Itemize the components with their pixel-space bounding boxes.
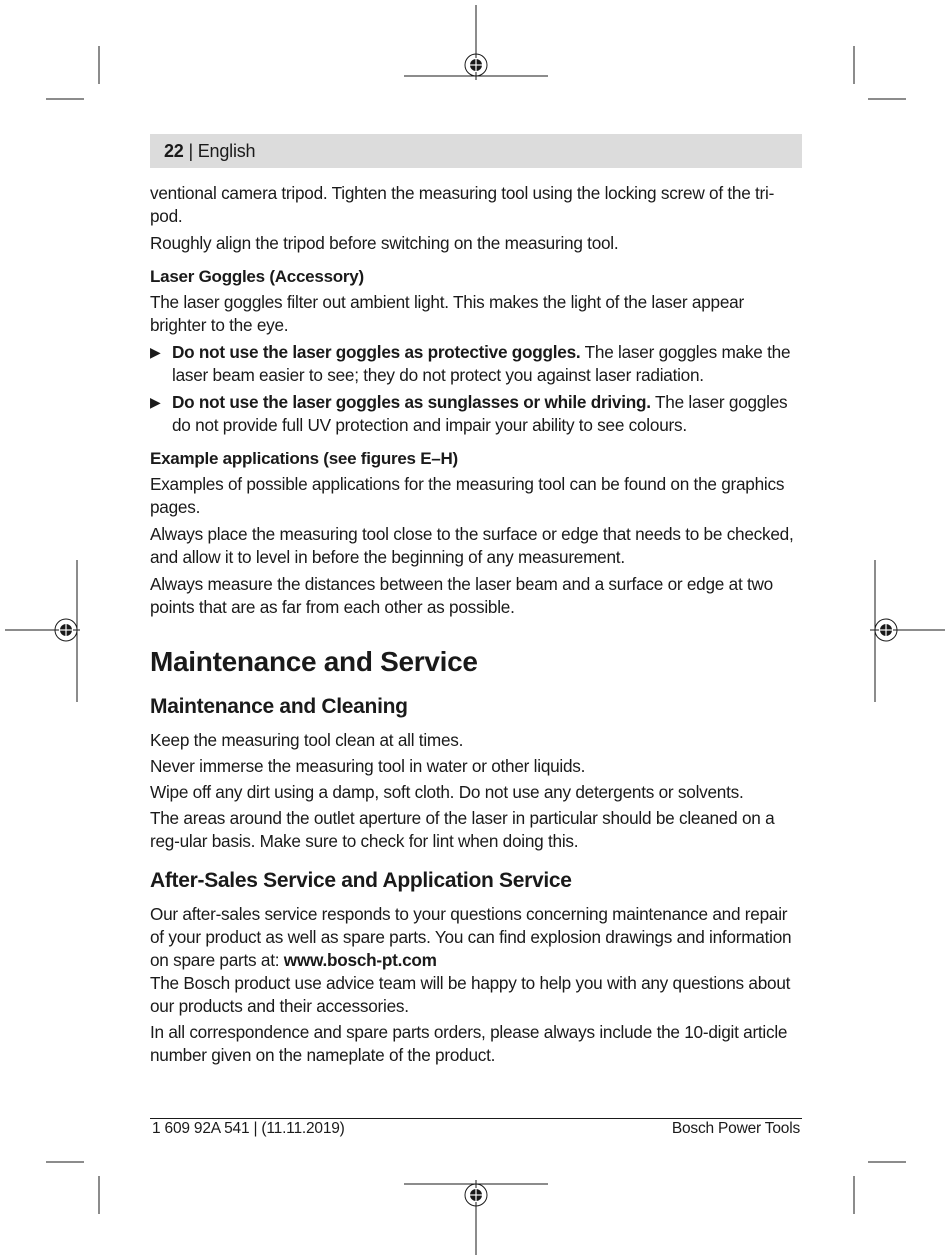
subsection-title-service: After-Sales Service and Application Service bbox=[150, 869, 572, 892]
section-title-maintenance: Maintenance and Service bbox=[150, 646, 478, 677]
warning-bold-text: Do not use the laser goggles as protective goggles. bbox=[172, 342, 581, 362]
page-content bbox=[150, 182, 804, 1067]
example-applications-heading: Example applications (see figures E–H) bbox=[150, 449, 458, 468]
bullet-arrow-icon: ▶ bbox=[150, 344, 161, 360]
paragraph-after-sales bbox=[150, 903, 804, 972]
header-text bbox=[164, 141, 255, 162]
footer-brand: Bosch Power Tools bbox=[671, 1120, 800, 1137]
paragraph-examples: Examples of possible applications for the measuring tool can be found on the graphics pages. bbox=[150, 474, 785, 517]
paragraph-wipe: Wipe off any dirt using a damp, soft cloth. Do not use any detergents or solvents. bbox=[150, 782, 744, 802]
paragraph-measure-distances: Always measure the distances between the laser beam and a surface or edge at two points that are as far from each other as possible. bbox=[150, 574, 773, 617]
paragraph-clean: Keep the measuring tool clean at all times. bbox=[150, 730, 464, 750]
paragraph-laser-goggles: The laser goggles filter out ambient light. This makes the light of the laser appear brighter to the eye. bbox=[150, 292, 744, 335]
paragraph-outlet-aperture: The areas around the outlet aperture of the laser in particular should be cleaned on a reg-ular basis. Make sure to check for lint when doing this. bbox=[150, 808, 775, 851]
paragraph-immerse: Never immerse the measuring tool in water or other liquids. bbox=[150, 756, 586, 776]
after-sales-text: Our after-sales service responds to your questions concerning maintenance and repair of your product as well as spare parts. You can find explosion drawings and information on spare parts at: bbox=[150, 904, 792, 970]
paragraph-placement: Always place the measuring tool close to the surface or edge that needs to be checked, and allow it to level in before the beginning of any measurement. bbox=[150, 524, 794, 567]
header-language: English bbox=[197, 141, 256, 161]
laser-goggles-heading: Laser Goggles (Accessory) bbox=[150, 267, 364, 286]
paragraph-tripod-continued: ventional camera tripod. Tighten the measuring tool using the locking screw of the tri-pod. bbox=[150, 183, 775, 226]
bosch-website-link[interactable]: www.bosch-pt.com bbox=[283, 950, 437, 970]
bullet-arrow-icon: ▶ bbox=[150, 394, 161, 410]
warning-text: The laser goggles make the laser beam easier to see; they do not protect you against laser radiation. bbox=[172, 342, 791, 385]
page-number: 22 bbox=[164, 141, 184, 161]
subsection-title-cleaning: Maintenance and Cleaning bbox=[150, 695, 408, 718]
warning-bullet-sunglasses bbox=[150, 391, 804, 437]
paragraph-advice-team: The Bosch product use advice team will be happy to help you with any questions about our products and their accessories. bbox=[150, 973, 791, 1016]
footer-rule bbox=[150, 1118, 802, 1119]
paragraph-article-number: In all correspondence and spare parts orders, please always include the 10-digit article number given on the nameplate of the product. bbox=[150, 1022, 788, 1065]
page-header bbox=[150, 134, 802, 168]
warning-text: The laser goggles do not provide full UV protection and impair your ability to see colours. bbox=[172, 392, 788, 435]
paragraph-align-tripod: Roughly align the tripod before switching on the measuring tool. bbox=[150, 233, 619, 253]
footer-document-id: 1 609 92A 541 | (11.11.2019) bbox=[152, 1120, 345, 1137]
warning-bullet-protective bbox=[150, 341, 804, 387]
header-separator: | bbox=[188, 141, 193, 161]
warning-bold-text: Do not use the laser goggles as sunglasses or while driving. bbox=[172, 392, 651, 412]
